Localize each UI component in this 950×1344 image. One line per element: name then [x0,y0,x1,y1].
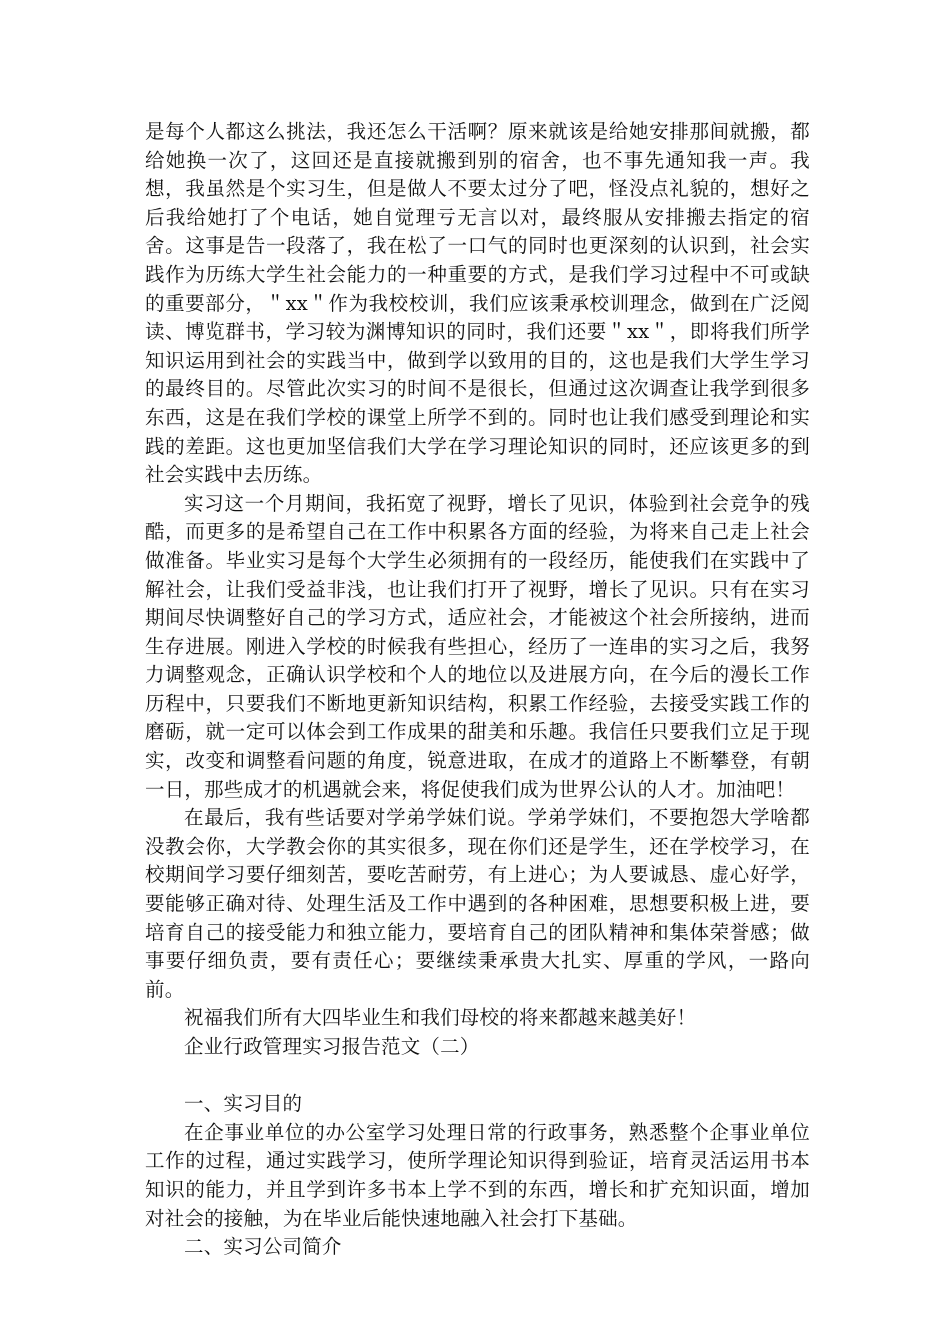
document-body [145,118,810,1262]
paragraph-internship-month: 实习这一个月期间，我拓宽了视野，增长了见识，体验到社会竞争的残酷，而更多的是希望自己在工作中积累各方面的经验，为将来自己走上社会做准备。毕业实习是每个大学生必须拥有的一段经历，能使我们在实践中了解社会，让我们受益非浅，也让我们打开了视野，增长了见识。只有在实习期间尽快调整好自己的学习方式，适应社会，才能被这个社会所接纳，进而生存进展。刚进入学校的时候我有些担心，经历了一连串的实习之后，我努力调整观念，正确认识学校和个人的地位以及进展方向，在今后的漫长工作历程中，只要我们不断地更新知识结构，积累工作经验，去接受实践工作的磨砺，就一定可以体会到工作成果的甜美和乐趣。我信任只要我们立足于现实，改变和调整看问题的角度，锐意进取，在成才的道路上不断攀登，有朝一日，那些成才的机遇就会来，将促使我们成为世界公认的人才。加油吧！ [145,491,810,801]
paragraph-blessing: 祝福我们所有大四毕业生和我们母校的将来都越来越美好！ [184,1006,697,1030]
paragraph-continuation: 是每个人都这么挑法，我还怎么干活啊？原来就该是给她安排那间就搬，都给她换一次了，这回还是直接就搬到别的宿舍，也不事先通知我一声。我想，我虽然是个实习生，但是做人不要太过分了吧，怪没点礼貌的，想好之后我给她打了个电话，她自觉理亏无言以对，最终服从安排搬去指定的宿舍。这事是告一段落了，我在松了一口气的同时也更深刻的认识到，社会实践作为历练大学生社会能力的一种重要的方式，是我们学习过程中不可或缺的重要部分，＂xx＂作为我校校训，我们应该秉承校训理念，做到在广泛阅读、博览群书，学习较为渊博知识的同时，我们还要＂xx＂，即将我们所学知识运用到社会的实践当中，做到学以致用的目的，这也是我们大学生学习的最终目的。尽管此次实习的时间不是很长，但通过这次调查让我学到很多东西，这是在我们学校的课堂上所学不到的。同时也让我们感受到理论和实践的差距。这也更加坚信我们大学在学习理论知识的同时，还应该更多的到社会实践中去历练。 [145,120,810,487]
blank-line [145,1062,810,1091]
section-title-report-two: 企业行政管理实习报告范文（二） [184,1035,480,1058]
paragraph-advice-juniors: 在最后，我有些话要对学弟学妹们说。学弟学妹们，不要抱怨大学啥都没教会你，大学教会你的其实很多，现在你们还是学生，还在学校学习，在校期间学习要仔细刻苦，要吃苦耐劳，有上进心；为人要诚恳、虚心好学，要能够正确对待、处理生活及工作中遇到的各种困难，思想要积极上进，要培育自己的接受能力和独立能力，要培育自己的团队精神和集体荣誉感；做事要仔细负责，要有责任心；要继续秉承贵大扎实、厚重的学风，一路向前。 [145,806,810,1001]
heading-internship-purpose: 一、实习目的 [184,1092,303,1116]
heading-company-intro: 二、实习公司简介 [184,1235,342,1259]
paragraph-internship-purpose: 在企事业单位的办公室学习处理日常的行政事务，熟悉整个企事业单位工作的过程，通过实践学习，使所学理论知识得到验证，培育灵活运用书本知识的能力，并且学到许多书本上学不到的东西，增长和扩充知识面，增加对社会的接触，为在毕业后能快速地融入社会打下基础。 [145,1120,810,1230]
